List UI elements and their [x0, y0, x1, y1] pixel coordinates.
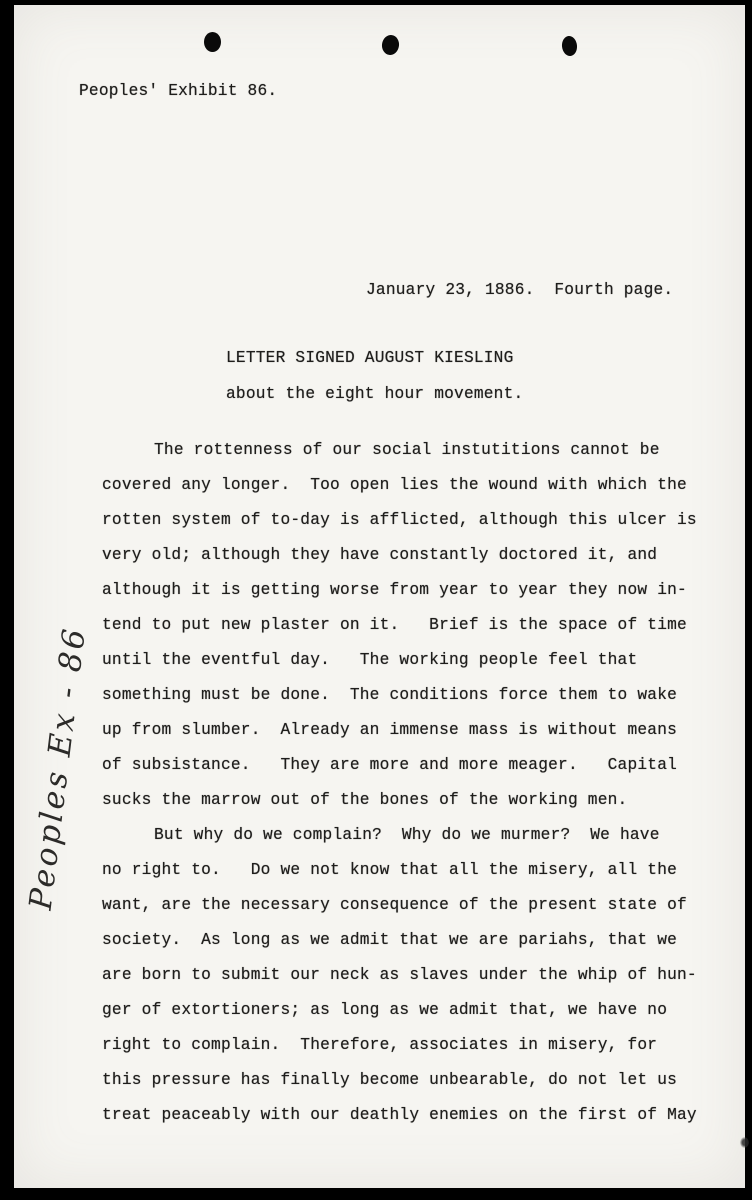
typewritten-line: are born to submit our neck as slaves under the whip of hun-	[102, 966, 697, 984]
typewritten-line: covered any longer. Too open lies the wound with which the	[102, 476, 687, 494]
typewritten-line: ger of extortioners; as long as we admit that, we have no	[102, 1001, 668, 1019]
typewritten-line: society. As long as we admit that we are pariahs, that we	[102, 931, 678, 949]
document-title: LETTER SIGNED AUGUST KIESLING	[226, 349, 514, 367]
typewritten-line: treat peaceably with our deathly enemies on the first of May	[102, 1106, 697, 1124]
typewritten-line: up from slumber. Already an immense mass is without means	[102, 721, 678, 739]
typewritten-line: this pressure has finally become unbearable, do not let us	[102, 1071, 678, 1089]
typewritten-line: very old; although they have constantly doctored it, and	[102, 546, 658, 564]
date-line: January 23, 1886. Fourth page.	[366, 281, 674, 299]
margin-note-text: Peoples Ex - 86	[22, 624, 94, 912]
ink-smudge	[740, 1137, 749, 1148]
typewritten-line: But why do we complain? Why do we murmer? We have	[154, 826, 660, 844]
typewritten-line: want, are the necessary consequence of the present state of	[102, 896, 687, 914]
typewritten-line: something must be done. The conditions force them to wake	[102, 686, 678, 704]
punch-hole-icon	[561, 35, 578, 56]
document-page	[14, 5, 745, 1188]
typewritten-line: no right to. Do we not know that all the misery, all the	[102, 861, 678, 879]
exhibit-label: Peoples' Exhibit 86.	[79, 82, 278, 100]
punch-hole-icon	[381, 34, 401, 56]
typewritten-line: rotten system of to-day is afflicted, although this ulcer is	[102, 511, 697, 529]
typewritten-line: The rottenness of our social instutitions cannot be	[154, 441, 660, 459]
typewritten-line: of subsistance. They are more and more meager. Capital	[102, 756, 678, 774]
typewritten-line: until the eventful day. The working people feel that	[102, 651, 638, 669]
letter-body	[102, 433, 702, 1133]
typewritten-line: right to complain. Therefore, associates in misery, for	[102, 1036, 658, 1054]
document-subtitle: about the eight hour movement.	[226, 385, 524, 403]
typewritten-line: sucks the marrow out of the bones of the working men.	[102, 791, 628, 809]
punch-hole-icon	[204, 32, 221, 52]
typewritten-line: although it is getting worse from year to year they now in-	[102, 581, 687, 599]
typewritten-line: tend to put new plaster on it. Brief is the space of time	[102, 616, 687, 634]
